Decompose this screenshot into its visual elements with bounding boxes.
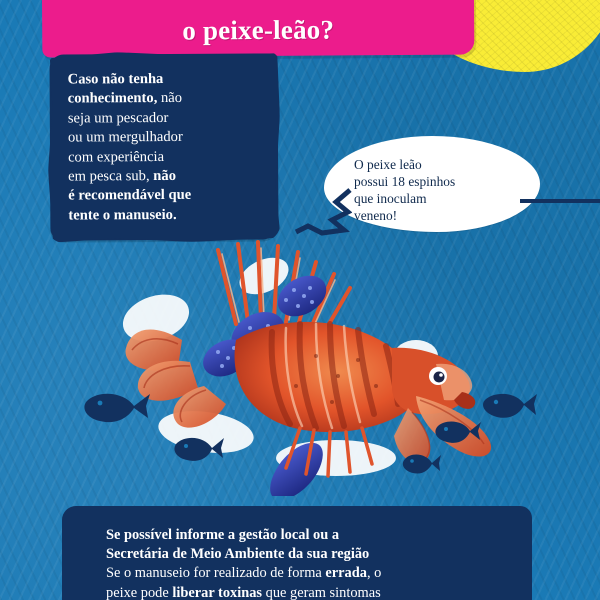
title-banner [42,0,475,58]
speech-line4: veneno! [354,208,398,223]
info-bottom-line1: Se possível informe a gestão local ou a [106,527,340,543]
speech-bubble [324,136,540,232]
fish-silhouette-icon [398,448,444,478]
info-left-line1: Caso não tenha [67,71,164,88]
info-left-line5: com experiência [68,148,165,166]
info-bottom-line3-bold: errada [325,565,367,582]
fish-silhouette-icon [168,430,228,466]
zigzag-speech-tail-icon [292,186,352,236]
speech-line3: que inoculam [354,191,427,206]
info-bottom-line4-bold: liberar toxinas [172,584,263,600]
fish-silhouette-icon [76,384,154,428]
info-box-bottom-text [106,526,494,600]
info-left-line6: em pesca sub, [68,168,154,185]
info-left-line6-bold: não [153,167,177,185]
info-left-line2-rest: não [157,90,183,107]
info-box-bottom [62,506,532,600]
speech-line1: O peixe leão [354,157,422,172]
info-bottom-line2: Secretária de Meio Ambiente da sua região [106,546,370,563]
info-left-line3: seja um pescador [67,109,169,127]
info-left-line7: é recomendável que [68,187,192,204]
fish-silhouette-icon [476,386,540,422]
info-bottom-line3-a: Se o manuseio for realizado de forma [106,565,326,582]
info-bottom-line3-b: , o [366,565,382,582]
info-left-line2-bold: conhecimento, [67,90,158,107]
speech-bubble-text [354,156,516,224]
page-title: o peixe-leão? [182,14,335,46]
info-bottom-line4-b: que geram sintomas [262,584,381,600]
info-left-line4: ou um mergulhador [67,129,183,146]
speech-line2: possui 18 espinhos [354,174,456,189]
info-box-left-text [68,69,265,225]
info-bottom-line4-a: peixe pode [106,584,173,600]
info-left-line8: tente o manuseio. [68,206,177,224]
bubble-pointer-line [520,198,600,204]
info-box-left [50,53,279,240]
